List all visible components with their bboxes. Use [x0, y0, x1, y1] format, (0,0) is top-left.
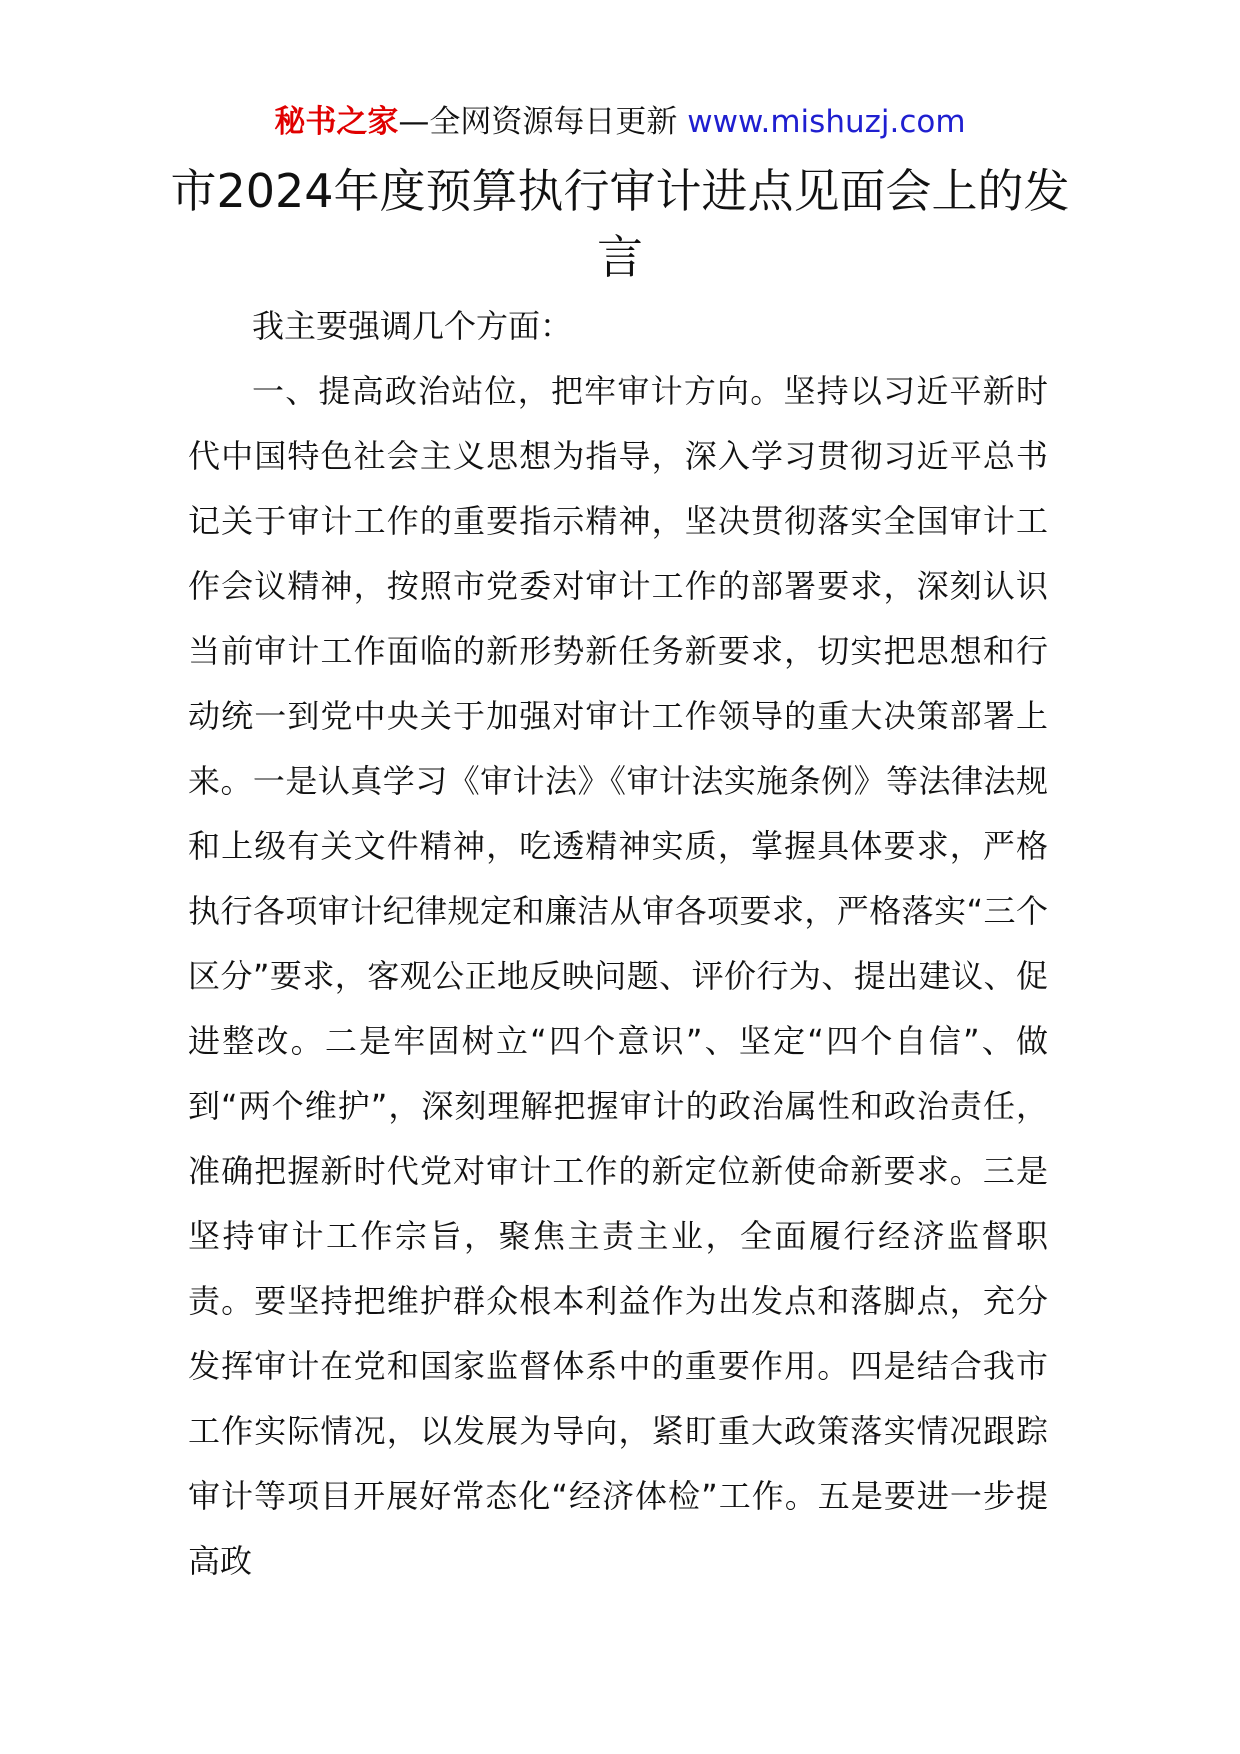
document-title: 市2024年度预算执行审计进点见面会上的发言 [170, 164, 1070, 284]
brand-tagline: —全网资源每日更新 [398, 104, 688, 140]
brand-name: 秘书之家 [274, 104, 399, 140]
brand-url: www.mishuzj.com [687, 104, 966, 140]
paragraph-intro: 我主要强调几个方面： [252, 307, 573, 345]
document-body [188, 294, 1048, 1594]
watermark-header [0, 100, 1240, 144]
paragraph-section-1: 一、提高政治站位，把牢审计方向。坚持以习近平新时代中国特色社会主义思想为指导，深入学习贯彻习近平总书记关于审计工作的重要指示精神，坚决贯彻落实全国审计工作会议精神，按照市党委对审计工作的部署要求，深刻认识当前审计工作面临的新形势新任务新要求，切实把思想和行动统一到党中央关于加强对审计工作领导的重大决策部署上来。一是认真学习《审计法》《审计法实施条例》等法律法规和上级有关文件精神，吃透精神实质，掌握具体要求，严格执行各项审计纪律规定和廉洁从审各项要求，严格落实“三个区分”要求，客观公正地反映问题、评价行为、提出建议、促进整改。二是牢固树立“四个意识”、坚定“四个自信”、做到“两个维护”，深刻理解把握审计的政治属性和政治责任，准确把握新时代党对审计工作的新定位新使命新要求。三是坚持审计工作宗旨，聚焦主责主业，全面履行经济监督职责。要坚持把维护群众根本利益作为出发点和落脚点，充分发挥审计在党和国家监督体系中的重要作用。四是结合我市工作实际情况，以发展为导向，紧盯重大政策落实情况跟踪审计等项目开展好常态化“经济体检”工作。五是要进一步提高政 [188, 372, 1048, 1580]
